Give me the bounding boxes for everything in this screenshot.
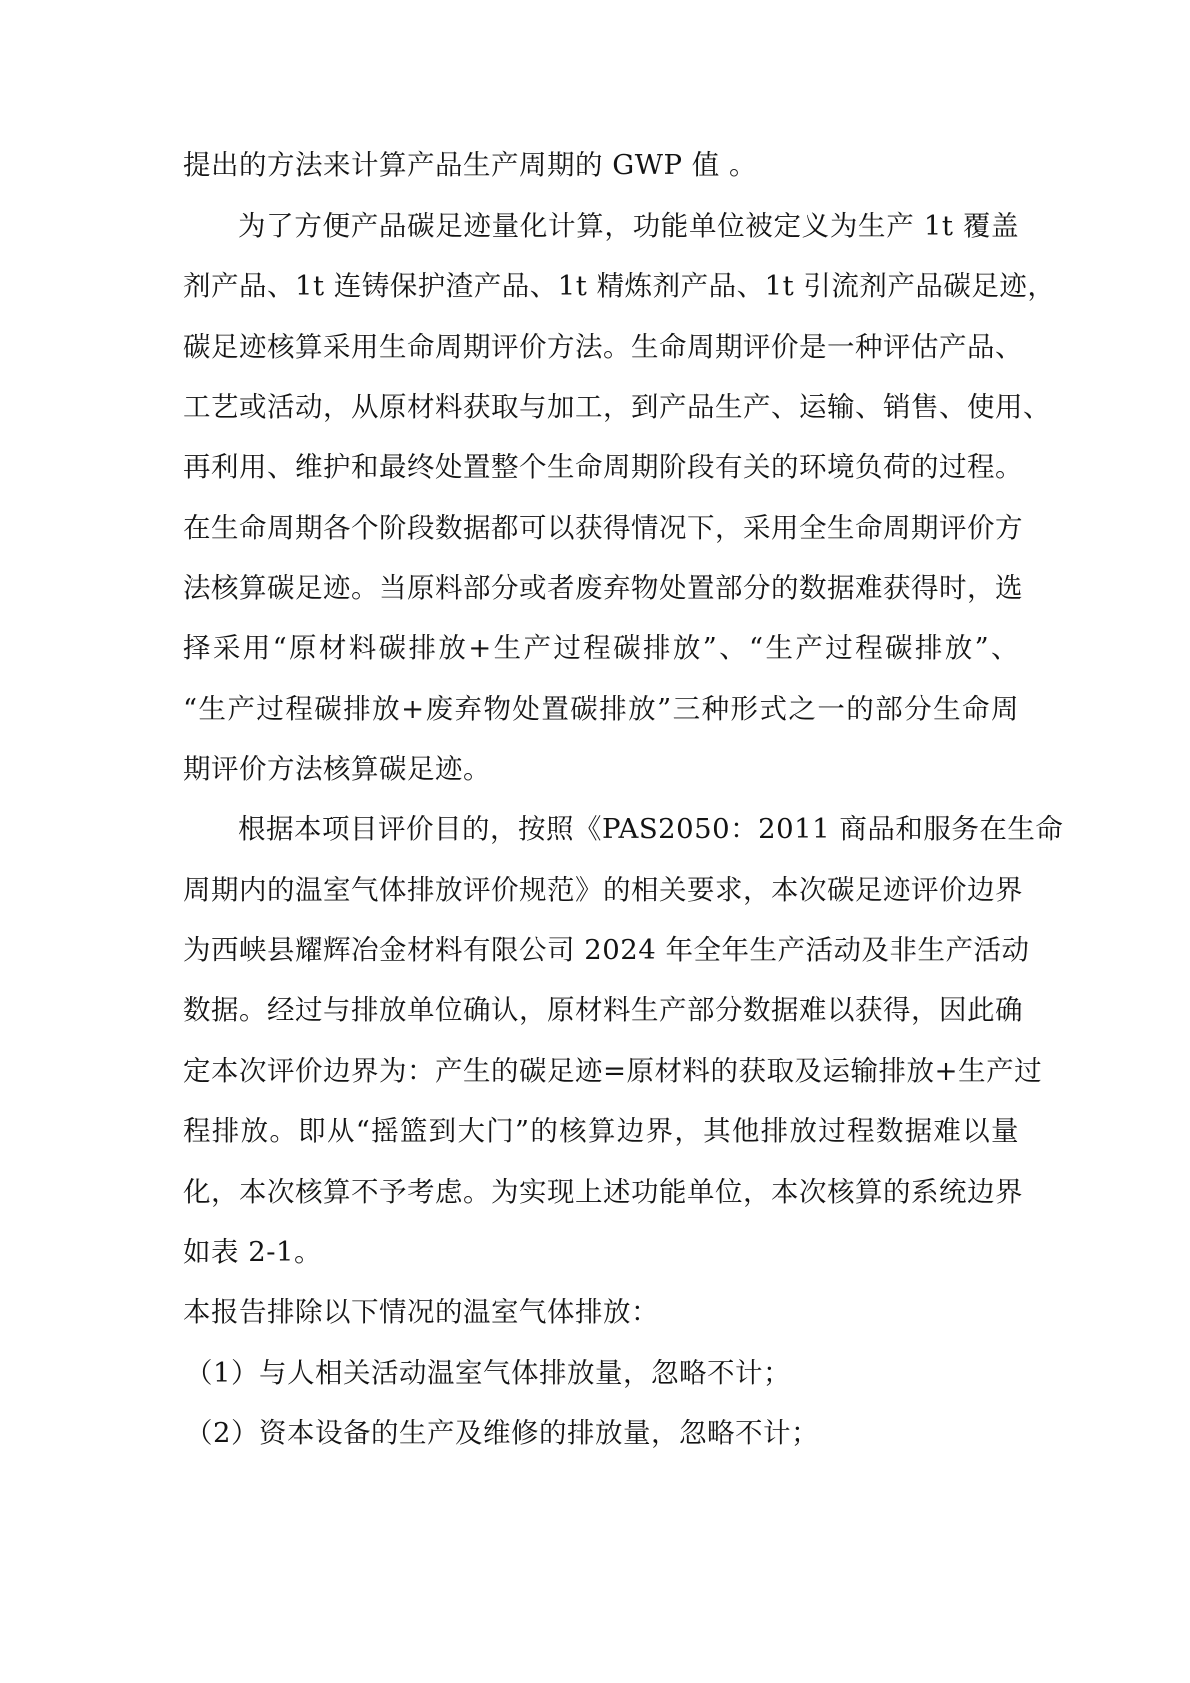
paragraph-line: 碳足迹核算采用生命周期评价方法。生命周期评价是一种评估产品、: [183, 331, 1023, 363]
paragraph-line: 为了方便产品碳足迹量化计算，功能单位被定义为生产 1t 覆盖: [238, 210, 1019, 242]
paragraph-line: 本报告排除以下情况的温室气体排放：: [183, 1296, 659, 1328]
paragraph-line: 根据本项目评价目的，按照《PAS2050：2011 商品和服务在生命: [238, 813, 1064, 845]
paragraph-line: 在生命周期各个阶段数据都可以获得情况下，采用全生命周期评价方: [183, 512, 1023, 544]
paragraph-line: 周期内的温室气体排放评价规范》的相关要求，本次碳足迹评价边界: [183, 874, 1023, 906]
paragraph-line: 提出的方法来计算产品生产周期的 GWP 值 。: [183, 149, 757, 181]
list-item: （1）与人相关活动温室气体排放量，忽略不计；: [185, 1357, 791, 1389]
paragraph-line: 定本次评价边界为：产生的碳足迹=原材料的获取及运输排放+生产过: [183, 1055, 1043, 1087]
paragraph-line: 期评价方法核算碳足迹。: [183, 753, 491, 785]
paragraph-line: 数据。经过与排放单位确认，原材料生产部分数据难以获得，因此确: [183, 994, 1023, 1026]
paragraph-line: 择采用“原材料碳排放+生产过程碳排放”、“生产过程碳排放”、: [183, 632, 1019, 664]
paragraph-line: 如表 2-1。: [183, 1236, 323, 1268]
paragraph-line: “生产过程碳排放+废弃物处置碳排放”三种形式之一的部分生命周: [183, 693, 1019, 725]
paragraph-line: 程排放。即从“摇篮到大门”的核算边界，其他排放过程数据难以量: [183, 1115, 1019, 1147]
paragraph-line: 为西峡县耀辉冶金材料有限公司 2024 年全年生产活动及非生产活动: [183, 934, 1030, 966]
paragraph-line: 化，本次核算不予考虑。为实现上述功能单位，本次核算的系统边界: [183, 1176, 1023, 1208]
paragraph-line: 剂产品、1t 连铸保护渣产品、1t 精炼剂产品、1t 引流剂产品碳足迹，: [183, 270, 1056, 302]
paragraph-line: 法核算碳足迹。当原料部分或者废弃物处置部分的数据难获得时，选: [183, 572, 1023, 604]
list-item: （2）资本设备的生产及维修的排放量，忽略不计；: [185, 1417, 819, 1449]
paragraph-line: 再利用、维护和最终处置整个生命周期阶段有关的环境负荷的过程。: [183, 451, 1023, 483]
paragraph-line: 工艺或活动，从原材料获取与加工，到产品生产、运输、销售、使用、: [183, 391, 1051, 423]
